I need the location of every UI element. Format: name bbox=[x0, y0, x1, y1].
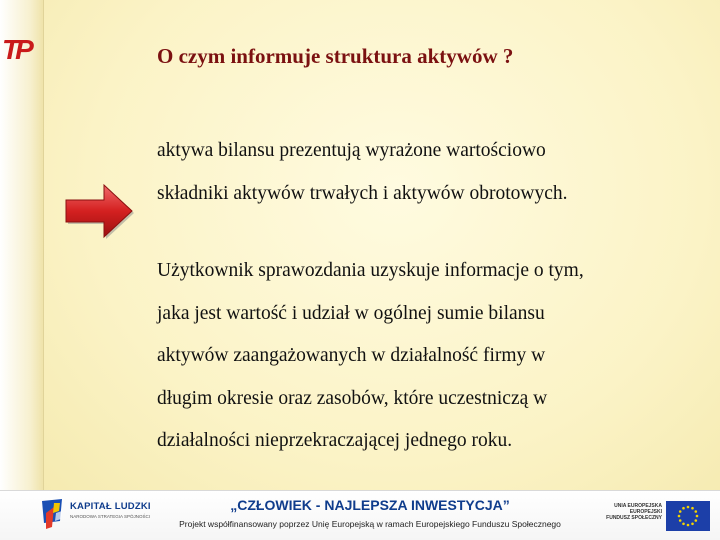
kapital-ludzki-logo-icon bbox=[40, 497, 66, 531]
kl-subtitle: NARODOWA STRATEGIA SPÓJNOŚCI bbox=[70, 514, 151, 519]
slide-title: O czym informuje struktura aktywów ? bbox=[157, 44, 514, 68]
footer-bar bbox=[0, 490, 720, 540]
kapital-ludzki-text bbox=[70, 501, 151, 519]
paragraph2-line: jaka jest wartość i udział w ogólnej sumie bilansu bbox=[157, 302, 545, 324]
kl-name: KAPITAŁ LUDZKI bbox=[70, 501, 151, 512]
paragraph2-line: działalności nieprzekraczającej jednego roku. bbox=[157, 430, 513, 451]
left-band bbox=[0, 0, 44, 490]
eu-line2: EUROPEJSKI bbox=[629, 509, 662, 515]
eu-line1: UNIA EUROPEJSKA bbox=[614, 503, 662, 509]
slogan-main: „CZŁOWIEK - NAJLEPSZA INWESTYCJA” bbox=[230, 497, 510, 513]
right-arrow-icon bbox=[62, 182, 134, 240]
paragraph2-line: długim okresie oraz zasobów, które uczestniczą w bbox=[157, 387, 548, 409]
paragraph1-line: składniki aktywów trwałych i aktywów obrotowych. bbox=[157, 182, 568, 204]
slide-body bbox=[157, 130, 697, 463]
eu-line3: FUNDUSZ SPOŁECZNY bbox=[606, 515, 662, 521]
eu-flag-icon bbox=[666, 501, 710, 531]
tp-logo: TP bbox=[2, 34, 30, 65]
project-text: Projekt współfinansowany poprzez Unię Europejską w ramach Europejskiego Funduszu Społecznego bbox=[179, 519, 561, 529]
paragraph2-line: Użytkownik sprawozdania uzyskuje informacje o tym, bbox=[157, 260, 584, 281]
paragraph1-line: aktywa bilansu prezentują wyrażone wartościowo bbox=[157, 140, 546, 161]
paragraph2-line: aktywów zaangażowanych w działalność firmy w bbox=[157, 345, 546, 366]
eu-text bbox=[598, 503, 662, 521]
slogan bbox=[170, 497, 570, 529]
